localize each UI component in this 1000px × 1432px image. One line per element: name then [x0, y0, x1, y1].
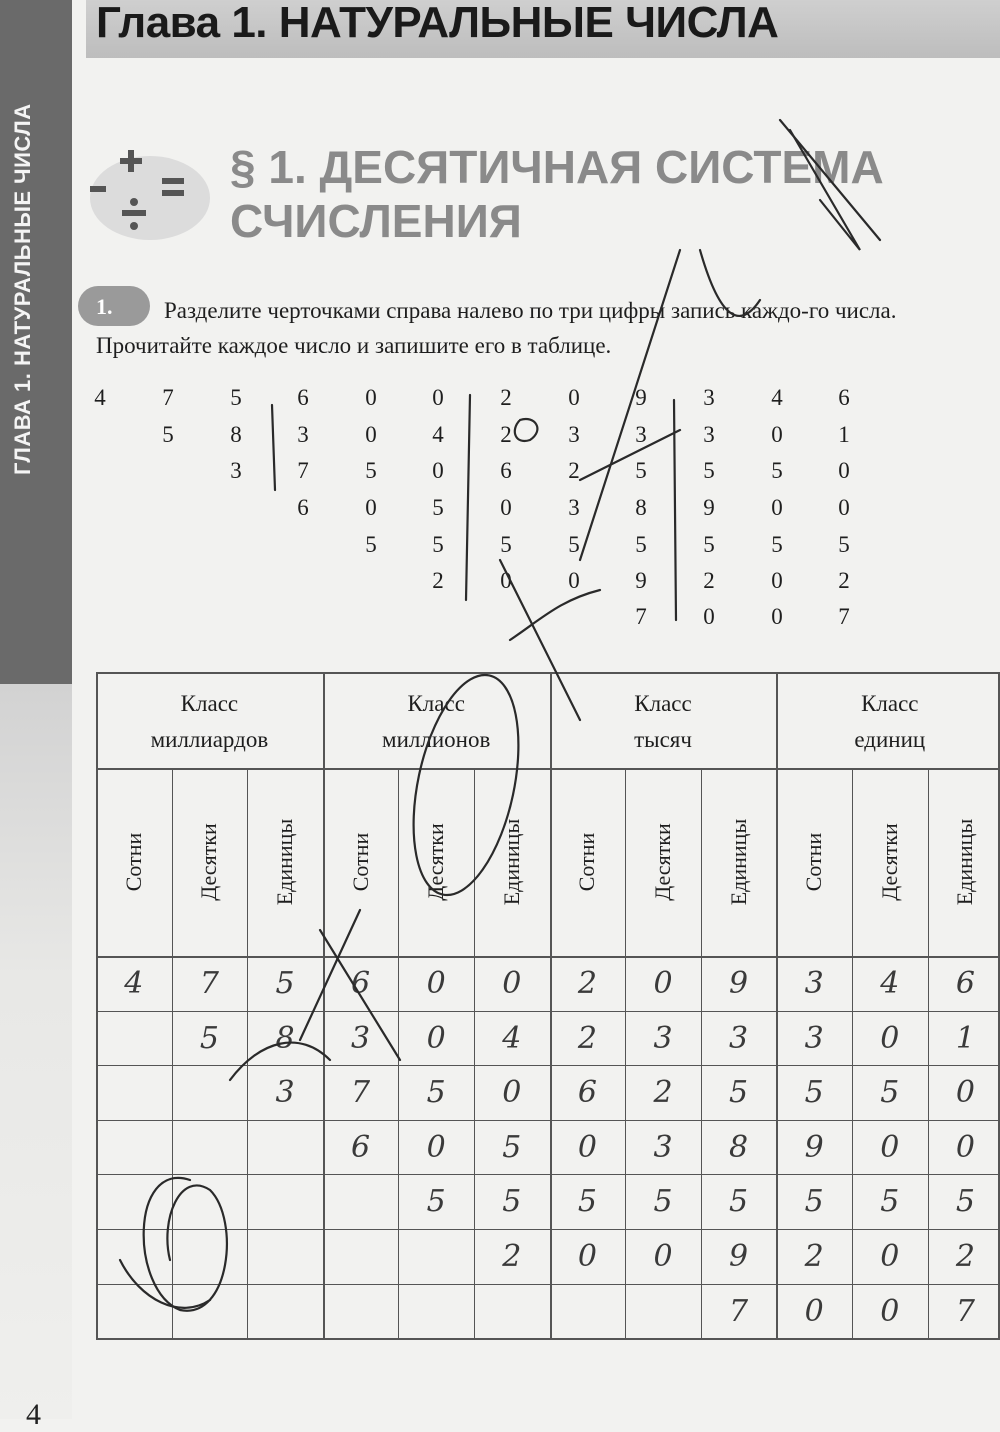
task-number: 1.	[96, 294, 113, 319]
handwritten-digit: 5	[426, 1075, 446, 1111]
table-line	[776, 672, 778, 1338]
handwritten-digit: 5	[653, 1184, 673, 1220]
table-line	[96, 672, 98, 1338]
handwritten-digit: 9	[804, 1129, 824, 1165]
handwritten-digit: 0	[880, 1293, 900, 1329]
number-digit: 4	[771, 385, 783, 410]
handwritten-digit: 7	[199, 966, 219, 1001]
class-header	[550, 686, 777, 758]
number-digit: 5	[432, 495, 444, 520]
class-header	[96, 686, 323, 758]
number-digit: 3	[568, 495, 580, 520]
sidebar-chapter-label: ГЛАВА 1. НАТУРАЛЬНЫЕ ЧИСЛА	[10, 103, 35, 475]
number-digit: 8	[230, 422, 242, 447]
section-title-line2: СЧИСЛЕНИЯ	[230, 195, 522, 247]
handwritten-digit: 5	[275, 966, 295, 1001]
number-digit: 0	[568, 568, 580, 593]
number-digit: 5	[568, 532, 580, 557]
handwritten-digit: 7	[351, 1075, 371, 1111]
handwritten-digit: 4	[502, 1020, 522, 1056]
class-header-line2: единиц	[854, 727, 926, 752]
subcolumn-header: Единицы	[272, 818, 297, 906]
number-digit: 2	[500, 422, 512, 447]
table-line	[96, 1120, 1000, 1121]
handwritten-digit: 7	[955, 1293, 975, 1329]
number-digit: 9	[635, 385, 647, 410]
handwritten-digit: 3	[275, 1075, 295, 1111]
number-digit: 0	[703, 604, 715, 629]
number-digit: 0	[838, 495, 850, 520]
handwritten-digit: 0	[577, 1129, 597, 1165]
math-operations-icon	[82, 138, 212, 248]
number-digit: 5	[365, 532, 377, 557]
number-digit: 5	[635, 532, 647, 557]
handwritten-digit: 0	[502, 1075, 522, 1111]
number-digit: 5	[162, 422, 174, 447]
subcolumn-header: Сотни	[801, 832, 827, 892]
table-line	[247, 768, 248, 1338]
number-digit: 5	[703, 532, 715, 557]
table-line	[474, 768, 475, 1338]
subcolumn-header: Сотни	[120, 832, 146, 892]
handwritten-digit: 2	[577, 966, 597, 1001]
number-digit: 3	[635, 422, 647, 447]
handwritten-digit: 5	[804, 1075, 824, 1111]
table-line	[96, 956, 1000, 958]
table-line	[625, 768, 626, 1338]
table-line	[172, 768, 173, 1338]
number-digit: 4	[432, 422, 444, 447]
table-line	[852, 768, 853, 1338]
table-line	[96, 1229, 1000, 1230]
handwritten-digit: 7	[729, 1293, 749, 1329]
handwritten-digit: 5	[880, 1075, 900, 1111]
handwritten-digit: 5	[880, 1184, 900, 1220]
number-digit: 6	[297, 495, 309, 520]
table-line	[96, 1174, 1000, 1175]
handwritten-digit: 9	[729, 966, 749, 1001]
number-digit: 2	[500, 385, 512, 410]
handwritten-digit: 5	[426, 1184, 446, 1220]
section-title-line1: § 1. ДЕСЯТИЧНАЯ СИСТЕМА	[230, 141, 884, 193]
handwritten-digit: 3	[351, 1020, 371, 1056]
table-line	[701, 768, 702, 1338]
number-digit: 5	[771, 532, 783, 557]
number-digit: 0	[771, 604, 783, 629]
number-digit: 7	[635, 604, 647, 629]
class-header	[323, 686, 550, 758]
handwritten-digit: 5	[955, 1184, 975, 1220]
number-digit: 6	[297, 385, 309, 410]
class-header-line1: Класс	[634, 691, 692, 716]
number-digit: 0	[771, 568, 783, 593]
class-header-line2: тысяч	[634, 727, 692, 752]
number-digit: 0	[500, 568, 512, 593]
number-digit: 7	[838, 604, 850, 629]
number-digit: 2	[703, 568, 715, 593]
handwritten-digit: 5	[502, 1129, 522, 1165]
section-title	[230, 140, 884, 248]
handwritten-digit: 2	[955, 1239, 975, 1274]
number-digit: 5	[771, 458, 783, 483]
number-digit: 0	[432, 458, 444, 483]
table-line	[96, 1065, 1000, 1066]
handwritten-digit: 5	[199, 1020, 219, 1056]
table-border	[96, 672, 1000, 674]
subcolumn-header: Десятки	[650, 823, 675, 901]
handwritten-digit: 3	[653, 1129, 673, 1165]
handwritten-digit: 2	[804, 1239, 824, 1274]
number-digit: 2	[568, 458, 580, 483]
number-digit: 0	[838, 458, 850, 483]
handwritten-digit: 0	[880, 1239, 900, 1274]
number-digit: 0	[771, 495, 783, 520]
handwritten-digit: 2	[502, 1239, 522, 1274]
number-digit: 0	[500, 495, 512, 520]
number-digit: 7	[162, 385, 174, 410]
handwritten-digit: 5	[577, 1184, 597, 1220]
table-line	[550, 672, 552, 1338]
side-tab-lower	[0, 684, 72, 1419]
handwritten-digit: 9	[729, 1239, 749, 1274]
number-digit: 5	[230, 385, 242, 410]
number-digit: 9	[635, 568, 647, 593]
handwritten-digit: 0	[955, 1075, 975, 1111]
class-header	[776, 686, 1000, 758]
subcolumn-header: Десятки	[876, 823, 902, 901]
handwritten-digit: 2	[653, 1075, 673, 1111]
handwritten-digit: 3	[729, 1020, 749, 1056]
handwritten-digit: 6	[351, 1129, 371, 1165]
handwritten-digit: 5	[804, 1184, 824, 1220]
table-border	[96, 1338, 1000, 1340]
handwritten-digit: 0	[880, 1020, 900, 1056]
handwritten-digit: 5	[729, 1075, 749, 1111]
table-line	[96, 1284, 1000, 1285]
table-line	[398, 768, 399, 1338]
number-digit: 2	[838, 568, 850, 593]
task-text: Разделите черточками справа налево по три цифры запись каждо-го числа. Прочитайте каждое число и запишите его в таблице.	[96, 298, 897, 358]
handwritten-digit: 3	[653, 1020, 673, 1056]
handwritten-digit: 0	[653, 1239, 673, 1274]
handwritten-digit: 0	[653, 966, 673, 1001]
table-line	[323, 672, 325, 1338]
handwritten-digit: 0	[426, 1020, 446, 1056]
number-digit: 0	[771, 422, 783, 447]
class-header-line1: Класс	[861, 691, 919, 716]
number-digit: 3	[230, 458, 242, 483]
number-digit: 2	[432, 568, 444, 593]
handwritten-digit: 8	[729, 1129, 749, 1165]
number-digit: 5	[838, 532, 850, 557]
number-digit: 0	[432, 385, 444, 410]
handwritten-digit: 0	[880, 1129, 900, 1165]
handwritten-digit: 0	[804, 1293, 824, 1329]
number-digit: 7	[297, 458, 309, 483]
handwritten-digit: 3	[804, 966, 824, 1001]
handwritten-digit: 0	[426, 966, 446, 1001]
number-digit: 3	[297, 422, 309, 447]
subcolumn-header: Десятки	[196, 823, 222, 901]
handwritten-digit: 0	[955, 1129, 975, 1165]
class-header-line2: миллиардов	[150, 727, 269, 752]
subcolumn-header: Единицы	[725, 818, 751, 906]
number-digit: 5	[365, 458, 377, 483]
number-digit: 6	[838, 385, 850, 410]
table-line	[96, 1011, 1000, 1012]
number-digit: 3	[568, 422, 580, 447]
handwritten-digit: 0	[577, 1239, 597, 1274]
number-digit: 5	[500, 532, 512, 557]
handwritten-digit: 8	[275, 1020, 295, 1056]
handwritten-digit: 6	[351, 966, 371, 1001]
subcolumn-header: Единицы	[498, 818, 524, 906]
handwritten-digit: 1	[955, 1020, 975, 1056]
handwritten-digit: 4	[880, 966, 900, 1001]
handwritten-digit: 3	[804, 1020, 824, 1056]
class-header-line2: миллионов	[382, 727, 491, 752]
subcolumn-header: Десятки	[423, 823, 449, 901]
number-digit: 1	[838, 422, 850, 447]
handwritten-digit: 5	[502, 1184, 522, 1220]
handwritten-digit: 6	[577, 1075, 597, 1111]
number-digit: 4	[94, 385, 106, 410]
number-digit: 0	[365, 422, 377, 447]
handwritten-digit: 0	[502, 966, 522, 1001]
handwritten-digit: 4	[124, 966, 144, 1001]
number-digit: 5	[432, 532, 444, 557]
handwritten-digit: 6	[955, 966, 975, 1001]
number-digit: 9	[703, 495, 715, 520]
number-digit: 3	[703, 422, 715, 447]
number-digit: 0	[568, 385, 580, 410]
table-line	[928, 768, 929, 1338]
number-digit: 8	[635, 495, 647, 520]
number-digit: 3	[703, 385, 715, 410]
subcolumn-header: Единицы	[952, 818, 978, 906]
handwritten-digit: 2	[577, 1020, 597, 1056]
table-line	[96, 768, 1000, 770]
number-digit: 5	[703, 458, 715, 483]
class-header-line1: Класс	[407, 691, 465, 716]
page-number: 4	[26, 1398, 41, 1431]
number-digit: 0	[365, 495, 377, 520]
number-digit: 0	[365, 385, 377, 410]
subcolumn-header: Сотни	[574, 832, 600, 892]
number-digit: 6	[500, 458, 512, 483]
subcolumn-header: Сотни	[347, 832, 373, 892]
handwritten-digit: 5	[729, 1184, 749, 1220]
class-header-line1: Класс	[180, 691, 239, 716]
handwritten-digit: 0	[426, 1129, 446, 1165]
chapter-title: Глава 1. НАТУРАЛЬНЫЕ ЧИСЛА	[96, 0, 779, 47]
number-digit: 5	[635, 458, 647, 483]
